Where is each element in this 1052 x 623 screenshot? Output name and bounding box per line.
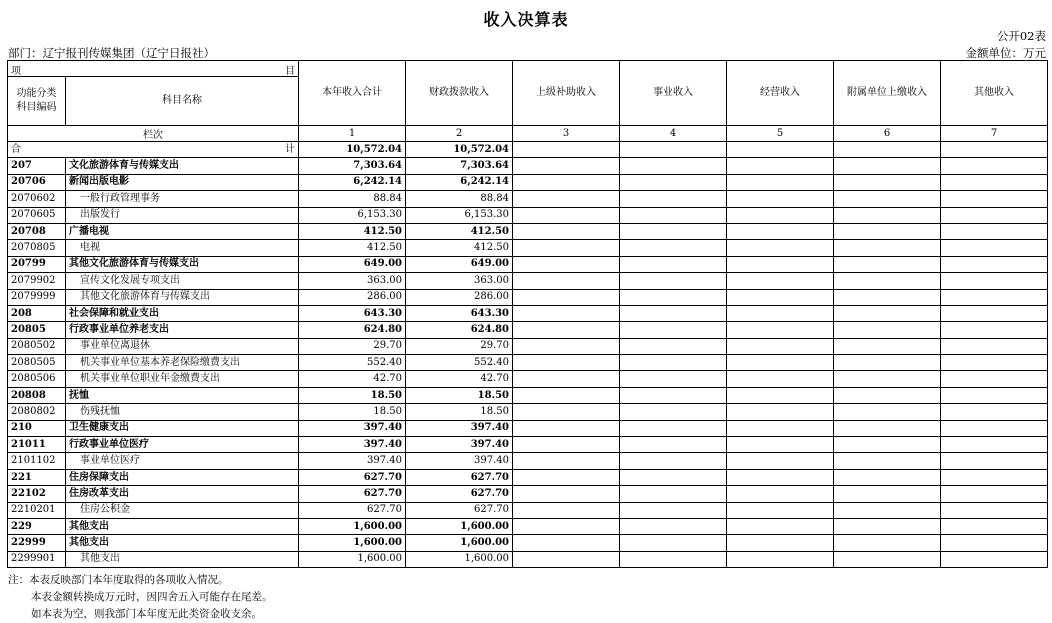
row-empty-cell [834, 387, 941, 403]
col-header-affiliate: 附属单位上缴收入 [834, 61, 941, 126]
row-code: 2079902 [8, 273, 66, 289]
row-empty-cell [941, 437, 1048, 453]
row-empty-cell [727, 371, 834, 387]
row-empty-cell [513, 453, 620, 469]
row-fiscal: 552.40 [406, 355, 513, 371]
row-empty-cell [513, 371, 620, 387]
row-empty-cell [834, 355, 941, 371]
col-header-superior: 上级补助收入 [513, 61, 620, 126]
row-subject-name: 宣传文化发展专项支出 [66, 273, 299, 289]
row-empty-cell [620, 273, 727, 289]
table-row [8, 240, 1048, 256]
row-empty-cell [941, 322, 1048, 338]
row-empty-cell [834, 371, 941, 387]
row-code: 2210201 [8, 502, 66, 518]
row-fiscal: 18.50 [406, 404, 513, 420]
row-total: 412.50 [299, 223, 406, 239]
row-fiscal: 1,600.00 [406, 551, 513, 567]
footnote-3: 如本表为空，则我部门本年度无此类资金收支余。 [31, 608, 262, 620]
row-empty-cell [620, 256, 727, 272]
row-empty-cell [513, 502, 620, 518]
row-empty-cell [513, 437, 620, 453]
row-empty-cell [941, 355, 1048, 371]
row-empty-cell [834, 469, 941, 485]
row-empty-cell [727, 158, 834, 174]
row-empty-cell [513, 289, 620, 305]
row-empty-cell [941, 371, 1048, 387]
row-empty-cell [513, 551, 620, 567]
row-subject-name: 其他文化旅游体育与传媒支出 [66, 256, 299, 272]
row-empty-cell [727, 322, 834, 338]
row-empty-cell [620, 486, 727, 502]
table-row [8, 420, 1048, 436]
row-code: 22102 [8, 486, 66, 502]
row-code: 210 [8, 420, 66, 436]
row-empty-cell [941, 338, 1048, 354]
row-subject-name: 住房公积金 [66, 502, 299, 518]
row-empty-cell [941, 535, 1048, 551]
item-header-cell [8, 61, 299, 77]
row-empty-cell [834, 289, 941, 305]
row-fiscal: 412.50 [406, 240, 513, 256]
row-empty-cell [834, 535, 941, 551]
row-empty-cell [727, 535, 834, 551]
row-empty-cell [941, 158, 1048, 174]
table-row [8, 469, 1048, 485]
footnote-2: 本表金额转换成万元时，因四舍五入可能存在尾差。 [31, 591, 273, 603]
row-empty-cell [941, 551, 1048, 567]
row-empty-cell [727, 551, 834, 567]
row-empty-cell [834, 322, 941, 338]
row-empty-cell [834, 240, 941, 256]
row-subject-name: 行政事业单位养老支出 [66, 322, 299, 338]
subject-name-header: 科目名称 [66, 77, 299, 126]
total-label-left: 合 [11, 144, 21, 155]
row-code: 20799 [8, 256, 66, 272]
row-empty-cell [834, 486, 941, 502]
row-empty-cell [727, 191, 834, 207]
row-empty-cell [620, 322, 727, 338]
row-empty-cell [941, 486, 1048, 502]
col-index-3: 3 [513, 126, 620, 142]
col-header-business: 事业收入 [620, 61, 727, 126]
row-fiscal: 649.00 [406, 256, 513, 272]
row-code: 2080802 [8, 404, 66, 420]
table-row [8, 486, 1048, 502]
footnote-1: 注：本表反映部门本年度取得的各项收入情况。 [8, 574, 229, 586]
row-fiscal: 6,242.14 [406, 174, 513, 190]
row-subject-name: 其他文化旅游体育与传媒支出 [66, 289, 299, 305]
row-code: 2299901 [8, 551, 66, 567]
row-subject-name: 文化旅游体育与传媒支出 [66, 158, 299, 174]
row-total: 29.70 [299, 338, 406, 354]
row-empty-cell [834, 191, 941, 207]
row-empty-cell [620, 404, 727, 420]
table-row [8, 404, 1048, 420]
row-subject-name: 住房改革支出 [66, 486, 299, 502]
table-row [8, 338, 1048, 354]
row-empty-cell [727, 305, 834, 321]
row-subject-name: 一般行政管理事务 [66, 191, 299, 207]
row-total: 627.70 [299, 486, 406, 502]
row-total: 397.40 [299, 453, 406, 469]
col-index-5: 5 [727, 126, 834, 142]
amount-unit-label: 金额单位：万元 [965, 46, 1046, 60]
item-header-right: 目 [285, 66, 295, 77]
row-subject-name: 卫生健康支出 [66, 420, 299, 436]
row-total: 624.80 [299, 322, 406, 338]
row-empty-cell [513, 191, 620, 207]
row-empty-cell [513, 486, 620, 502]
row-empty-cell [727, 469, 834, 485]
row-empty-cell [941, 518, 1048, 534]
row-empty-cell [513, 223, 620, 239]
row-empty-cell [834, 158, 941, 174]
row-fiscal: 397.40 [406, 420, 513, 436]
row-empty-cell [834, 223, 941, 239]
row-empty-cell [513, 273, 620, 289]
row-fiscal: 624.80 [406, 322, 513, 338]
row-fiscal: 412.50 [406, 223, 513, 239]
row-total: 397.40 [299, 437, 406, 453]
row-empty-cell [513, 518, 620, 534]
row-empty-cell [513, 387, 620, 403]
row-code: 2080502 [8, 338, 66, 354]
table-row [8, 273, 1048, 289]
row-empty-cell [513, 305, 620, 321]
row-subject-name: 社会保障和就业支出 [66, 305, 299, 321]
row-subject-name: 机关事业单位基本养老保险缴费支出 [66, 355, 299, 371]
row-empty-cell [941, 502, 1048, 518]
row-subject-name: 广播电视 [66, 223, 299, 239]
row-total: 412.50 [299, 240, 406, 256]
row-empty-cell [513, 404, 620, 420]
row-fiscal: 6,153.30 [406, 207, 513, 223]
row-empty-cell [727, 453, 834, 469]
col-header-fiscal: 财政拨款收入 [406, 61, 513, 126]
table-row [8, 551, 1048, 567]
page-title: 收入决算表 [483, 10, 569, 29]
row-empty-cell [620, 191, 727, 207]
row-empty-cell [727, 240, 834, 256]
col-index-7: 7 [941, 126, 1048, 142]
table-row [8, 437, 1048, 453]
row-empty-cell [727, 256, 834, 272]
row-empty-cell [727, 420, 834, 436]
row-fiscal: 643.30 [406, 305, 513, 321]
row-empty-cell [834, 453, 941, 469]
table-row [8, 289, 1048, 305]
row-empty-cell [513, 469, 620, 485]
row-fiscal: 627.70 [406, 486, 513, 502]
row-empty-cell [727, 273, 834, 289]
col-header-total: 本年收入合计 [299, 61, 406, 126]
row-code: 20805 [8, 322, 66, 338]
row-empty-cell [727, 355, 834, 371]
row-empty-cell [513, 207, 620, 223]
row-empty-cell [727, 502, 834, 518]
row-empty-cell [620, 355, 727, 371]
row-empty-cell [834, 338, 941, 354]
col-index-label: 栏次 [8, 126, 299, 142]
row-subject-name: 其他支出 [66, 551, 299, 567]
row-code: 20706 [8, 174, 66, 190]
row-empty-cell [513, 256, 620, 272]
row-fiscal: 42.70 [406, 371, 513, 387]
table-row [8, 305, 1048, 321]
row-empty-cell [941, 191, 1048, 207]
row-subject-name: 其他支出 [66, 535, 299, 551]
form-number: 公开02表 [996, 29, 1046, 43]
row-empty-cell [727, 404, 834, 420]
row-empty-cell [620, 535, 727, 551]
row-empty-cell [834, 207, 941, 223]
row-empty-cell [620, 174, 727, 190]
row-empty-cell [941, 223, 1048, 239]
row-total: 627.70 [299, 469, 406, 485]
table-row [8, 223, 1048, 239]
table-row [8, 322, 1048, 338]
row-fiscal: 397.40 [406, 453, 513, 469]
col-index-1: 1 [299, 126, 406, 142]
row-total: 552.40 [299, 355, 406, 371]
row-empty-cell [941, 256, 1048, 272]
row-empty-cell [834, 437, 941, 453]
col-index-4: 4 [620, 126, 727, 142]
row-empty-cell [941, 469, 1048, 485]
row-empty-cell [620, 469, 727, 485]
row-subject-name: 出版发行 [66, 207, 299, 223]
row-fiscal: 363.00 [406, 273, 513, 289]
row-subject-name: 电视 [66, 240, 299, 256]
item-header-left: 项 [11, 66, 21, 77]
table-row [8, 502, 1048, 518]
table-row [8, 355, 1048, 371]
row-empty-cell [513, 338, 620, 354]
row-empty-cell [620, 371, 727, 387]
row-code: 21011 [8, 437, 66, 453]
row-empty-cell [834, 305, 941, 321]
table-row [8, 174, 1048, 190]
row-code: 2080505 [8, 355, 66, 371]
row-empty-cell [941, 387, 1048, 403]
row-subject-name: 抚恤 [66, 387, 299, 403]
row-empty-cell [834, 420, 941, 436]
row-code: 207 [8, 158, 66, 174]
row-total: 643.30 [299, 305, 406, 321]
row-empty-cell [513, 158, 620, 174]
row-empty-cell [941, 289, 1048, 305]
col-header-other: 其他收入 [941, 61, 1048, 126]
row-total: 6,242.14 [299, 174, 406, 190]
row-empty-cell [727, 437, 834, 453]
row-empty-cell [941, 305, 1048, 321]
row-total: 6,153.30 [299, 207, 406, 223]
row-empty-cell [834, 273, 941, 289]
table-row [8, 158, 1048, 174]
row-total: 286.00 [299, 289, 406, 305]
row-empty-cell [620, 305, 727, 321]
row-empty-cell [941, 404, 1048, 420]
table-row [8, 191, 1048, 207]
row-empty-cell [941, 273, 1048, 289]
row-empty-cell [727, 223, 834, 239]
row-empty-cell [513, 355, 620, 371]
row-code: 20708 [8, 223, 66, 239]
row-empty-cell [834, 174, 941, 190]
row-empty-cell [727, 518, 834, 534]
row-empty-cell [727, 174, 834, 190]
row-empty-cell [834, 551, 941, 567]
total-row [8, 142, 1048, 158]
row-total: 1,600.00 [299, 551, 406, 567]
row-empty-cell [620, 453, 727, 469]
row-total: 7,303.64 [299, 158, 406, 174]
row-subject-name: 事业单位医疗 [66, 453, 299, 469]
footnotes [8, 572, 273, 623]
row-empty-cell [620, 387, 727, 403]
row-code: 2070805 [8, 240, 66, 256]
row-empty-cell [941, 174, 1048, 190]
row-total: 1,600.00 [299, 518, 406, 534]
row-fiscal: 18.50 [406, 387, 513, 403]
row-code: 22999 [8, 535, 66, 551]
row-subject-name: 住房保障支出 [66, 469, 299, 485]
row-empty-cell [727, 387, 834, 403]
row-empty-cell [620, 223, 727, 239]
row-empty-cell [513, 535, 620, 551]
row-fiscal: 29.70 [406, 338, 513, 354]
row-empty-cell [941, 240, 1048, 256]
row-code: 2101102 [8, 453, 66, 469]
table-row [8, 207, 1048, 223]
col-index-6: 6 [834, 126, 941, 142]
row-empty-cell [834, 404, 941, 420]
row-empty-cell [834, 518, 941, 534]
row-fiscal: 286.00 [406, 289, 513, 305]
row-code: 2079999 [8, 289, 66, 305]
func-code-header: 功能分类科目编码 [8, 77, 66, 126]
total-label-cell [8, 142, 299, 158]
table-row [8, 256, 1048, 272]
row-empty-cell [620, 551, 727, 567]
table-row [8, 518, 1048, 534]
row-total: 18.50 [299, 404, 406, 420]
row-code: 20808 [8, 387, 66, 403]
row-code: 2070602 [8, 191, 66, 207]
row-empty-cell [941, 420, 1048, 436]
row-total: 88.84 [299, 191, 406, 207]
row-fiscal: 627.70 [406, 469, 513, 485]
row-fiscal: 1,600.00 [406, 535, 513, 551]
row-empty-cell [620, 338, 727, 354]
col-index-2: 2 [406, 126, 513, 142]
row-empty-cell [620, 502, 727, 518]
row-total: 363.00 [299, 273, 406, 289]
total-label-right: 计 [285, 144, 295, 155]
row-subject-name: 伤残抚恤 [66, 404, 299, 420]
row-empty-cell [620, 207, 727, 223]
row-empty-cell [513, 420, 620, 436]
row-subject-name: 事业单位离退休 [66, 338, 299, 354]
row-code: 229 [8, 518, 66, 534]
row-empty-cell [941, 453, 1048, 469]
row-empty-cell [727, 486, 834, 502]
row-empty-cell [834, 502, 941, 518]
row-total: 1,600.00 [299, 535, 406, 551]
row-empty-cell [727, 207, 834, 223]
row-empty-cell [620, 437, 727, 453]
table-row [8, 453, 1048, 469]
row-empty-cell [727, 338, 834, 354]
income-final-accounts-table [7, 60, 1048, 568]
row-empty-cell [620, 240, 727, 256]
row-code: 2070605 [8, 207, 66, 223]
row-fiscal: 1,600.00 [406, 518, 513, 534]
row-empty-cell [620, 420, 727, 436]
row-subject-name: 行政事业单位医疗 [66, 437, 299, 453]
row-empty-cell [620, 289, 727, 305]
row-total: 649.00 [299, 256, 406, 272]
row-total: 627.70 [299, 502, 406, 518]
table-row [8, 387, 1048, 403]
row-code: 208 [8, 305, 66, 321]
row-total: 397.40 [299, 420, 406, 436]
row-fiscal: 88.84 [406, 191, 513, 207]
row-subject-name: 机关事业单位职业年金缴费支出 [66, 371, 299, 387]
total-fiscal: 10,572.04 [406, 142, 513, 158]
row-empty-cell [513, 174, 620, 190]
row-subject-name: 其他支出 [66, 518, 299, 534]
department-label: 部门：辽宁报刊传媒集团（辽宁日报社） [8, 46, 215, 60]
table-row [8, 371, 1048, 387]
row-subject-name: 新闻出版电影 [66, 174, 299, 190]
row-empty-cell [727, 289, 834, 305]
row-fiscal: 7,303.64 [406, 158, 513, 174]
row-code: 2080506 [8, 371, 66, 387]
row-total: 42.70 [299, 371, 406, 387]
row-empty-cell [620, 518, 727, 534]
row-empty-cell [513, 240, 620, 256]
row-fiscal: 627.70 [406, 502, 513, 518]
row-fiscal: 397.40 [406, 437, 513, 453]
row-empty-cell [941, 207, 1048, 223]
row-empty-cell [834, 256, 941, 272]
row-total: 18.50 [299, 387, 406, 403]
col-header-operating: 经营收入 [727, 61, 834, 126]
row-empty-cell [513, 322, 620, 338]
row-code: 221 [8, 469, 66, 485]
table-row [8, 535, 1048, 551]
row-empty-cell [620, 158, 727, 174]
total-amount: 10,572.04 [299, 142, 406, 158]
